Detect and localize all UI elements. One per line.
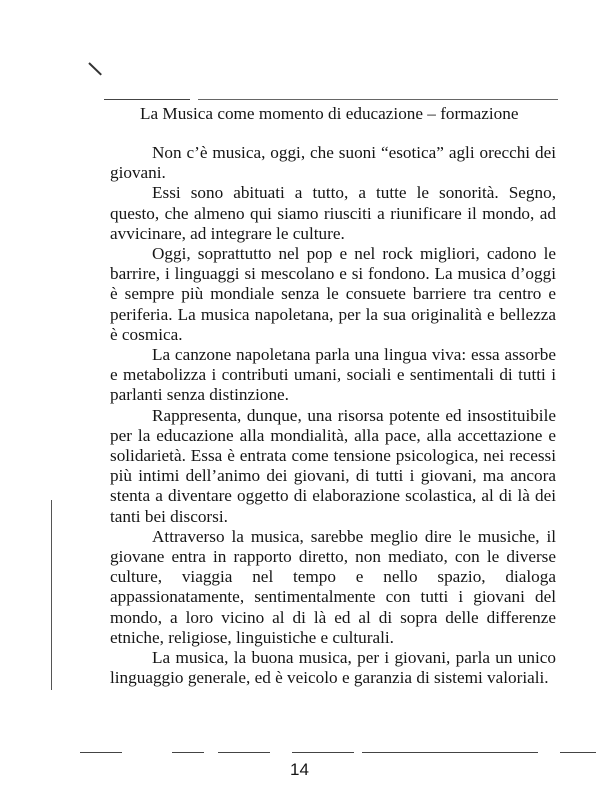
paragraph: Rappresenta, dunque, una risorsa potente ed insostituibile per la educazione alla mondialità, alla pace, alla accettazione e solidarietà. Essa è entrata come tensione psicologica, nei recessi più intimi dell’animo dei giovani, di tutti i giovani, ma ancora stenta a diventare oggetto di elaborazione scolastica, al di là dei tanti bei discorsi.	[110, 405, 556, 526]
footer-rule-segment	[172, 752, 204, 753]
paragraph: Attraverso la musica, sarebbe meglio dire le musiche, il giovane entra in rapporto diretto, non mediato, con le diverse culture, viaggia nel tempo e nello spazio, dialoga appassionatamente, sentimentalmente con tutti i giovani del mondo, a loro vicino al di là ed al di sopra delle differenze etniche, religiose, linguistiche e culturali.	[110, 526, 556, 647]
footer-rule-segment	[560, 752, 596, 753]
header-rule-right	[198, 99, 558, 100]
page-number: 14	[290, 760, 309, 779]
footer-rule-segment	[362, 752, 538, 753]
paragraph: Oggi, soprattutto nel pop e nel rock migliori, cadono le barrire, i linguaggi si mescolano e si fondono. La musica d’oggi è sempre più mondiale senza le consuete barriere tra centro e periferia. La musica napoletana, per la sua originalità e bellezza è cosmica.	[110, 244, 556, 344]
header-rule-left	[104, 99, 190, 100]
margin-line	[51, 500, 52, 690]
footer-rule-segment	[292, 752, 354, 753]
paragraph: Essi sono abituati a tutto, a tutte le sonorità. Segno, questo, che almeno qui siamo riusciti a riunificare il mondo, ad avvicinare, ad integrare le culture.	[110, 183, 556, 243]
scan-mark	[88, 62, 102, 75]
paragraph: La canzone napoletana parla una lingua viva: essa assorbe e metabolizza i contributi umani, sociali e sentimentali di tutti i parlanti senza distinzione.	[110, 345, 556, 405]
running-header-title: La Musica come momento di educazione – formazione	[140, 104, 519, 123]
body-text	[110, 143, 556, 688]
paragraph: Non c’è musica, oggi, che suoni “esotica” agli orecchi dei giovani.	[110, 143, 556, 183]
footer-rule-segment	[218, 752, 270, 753]
paragraph: La musica, la buona musica, per i giovani, parla un unico linguaggio generale, ed è veicolo e garanzia di sistemi valoriali.	[110, 648, 556, 688]
footer-rule-segment	[80, 752, 122, 753]
